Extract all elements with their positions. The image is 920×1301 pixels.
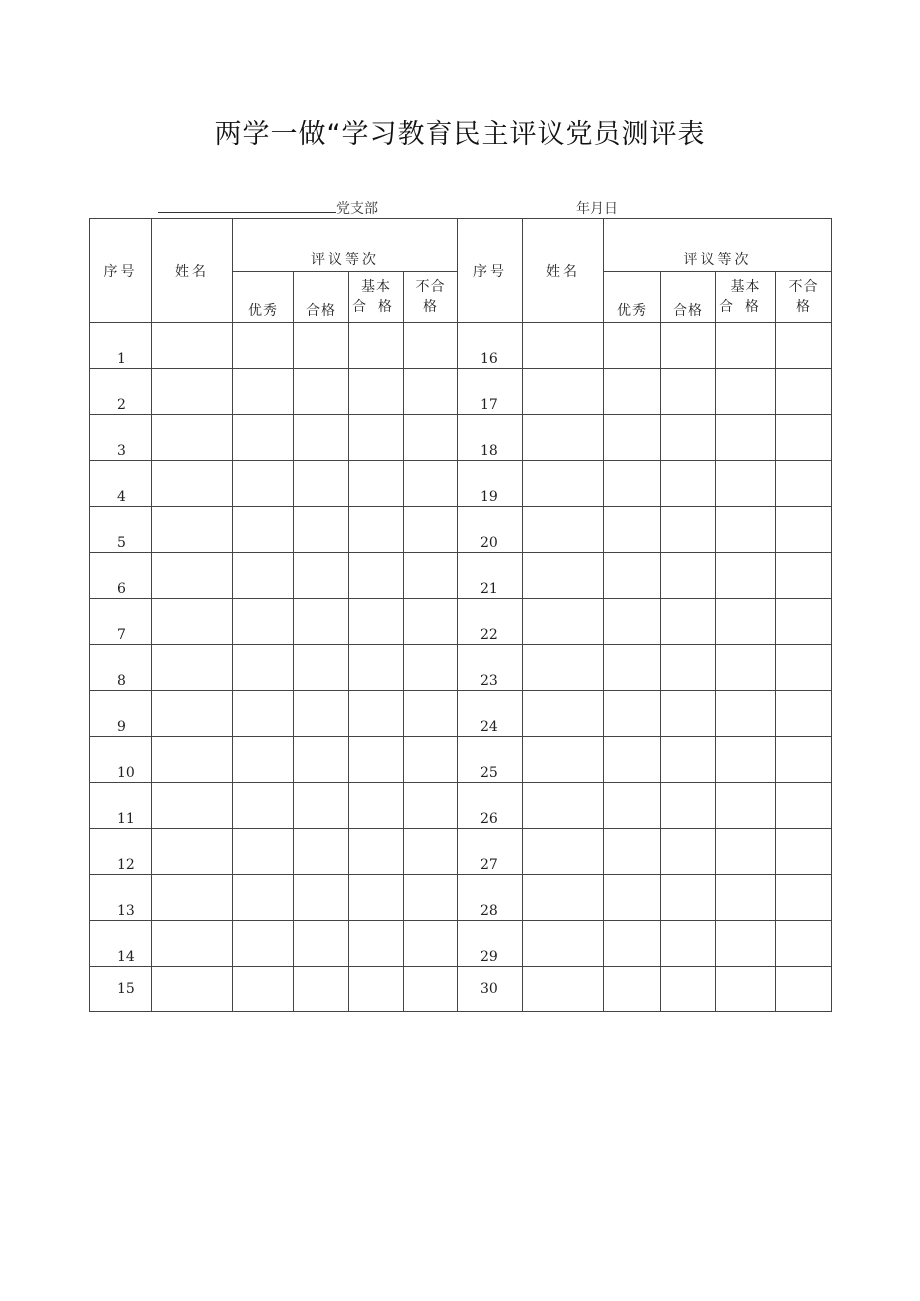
table-row bbox=[90, 967, 832, 1012]
name-cell[interactable] bbox=[152, 461, 233, 507]
basic-qualified-cell[interactable] bbox=[716, 645, 776, 691]
unqualified-cell[interactable] bbox=[404, 875, 458, 921]
excellent-cell[interactable] bbox=[604, 369, 661, 415]
excellent-cell[interactable] bbox=[233, 461, 294, 507]
seq-number-cell: 4 bbox=[90, 461, 152, 507]
seq-number-cell: 25 bbox=[458, 737, 523, 783]
header-unqualified-line1: 不合 bbox=[415, 279, 446, 295]
basic-qualified-cell[interactable] bbox=[349, 737, 404, 783]
name-cell[interactable] bbox=[152, 507, 233, 553]
unqualified-cell[interactable] bbox=[776, 645, 832, 691]
unqualified-cell[interactable] bbox=[776, 783, 832, 829]
excellent-cell[interactable] bbox=[233, 599, 294, 645]
qualified-cell[interactable] bbox=[294, 645, 349, 691]
qualified-cell[interactable] bbox=[294, 875, 349, 921]
name-cell[interactable] bbox=[152, 415, 233, 461]
excellent-cell[interactable] bbox=[604, 599, 661, 645]
seq-number-cell: 5 bbox=[90, 507, 152, 553]
unqualified-cell[interactable] bbox=[776, 553, 832, 599]
unqualified-cell[interactable] bbox=[404, 461, 458, 507]
qualified-cell[interactable] bbox=[294, 829, 349, 875]
unqualified-cell[interactable] bbox=[776, 691, 832, 737]
seq-number-cell: 23 bbox=[458, 645, 523, 691]
basic-qualified-cell[interactable] bbox=[349, 323, 404, 369]
unqualified-cell[interactable] bbox=[776, 415, 832, 461]
excellent-cell[interactable] bbox=[233, 323, 294, 369]
name-cell[interactable] bbox=[523, 829, 604, 875]
basic-qualified-cell[interactable] bbox=[349, 967, 404, 1012]
excellent-cell[interactable] bbox=[233, 507, 294, 553]
excellent-cell[interactable] bbox=[233, 967, 294, 1012]
basic-qualified-cell[interactable] bbox=[716, 829, 776, 875]
excellent-cell[interactable] bbox=[233, 737, 294, 783]
unqualified-cell[interactable] bbox=[404, 553, 458, 599]
excellent-cell[interactable] bbox=[604, 461, 661, 507]
basic-qualified-cell[interactable] bbox=[349, 783, 404, 829]
seq-number-cell: 21 bbox=[458, 553, 523, 599]
qualified-cell[interactable] bbox=[661, 461, 716, 507]
seq-number-cell: 10 bbox=[90, 737, 152, 783]
seq-number-cell: 22 bbox=[458, 599, 523, 645]
unqualified-cell[interactable] bbox=[404, 967, 458, 1012]
name-cell[interactable] bbox=[523, 507, 604, 553]
name-cell[interactable] bbox=[523, 921, 604, 967]
qualified-cell[interactable] bbox=[661, 691, 716, 737]
unqualified-cell[interactable] bbox=[404, 691, 458, 737]
unqualified-cell[interactable] bbox=[776, 461, 832, 507]
name-cell[interactable] bbox=[523, 875, 604, 921]
excellent-cell[interactable] bbox=[604, 921, 661, 967]
header-rating-right: 评议等次 bbox=[604, 219, 832, 272]
unqualified-cell[interactable] bbox=[404, 645, 458, 691]
basic-qualified-cell[interactable] bbox=[716, 461, 776, 507]
table-row bbox=[90, 369, 832, 415]
name-cell[interactable] bbox=[523, 323, 604, 369]
basic-qualified-cell[interactable] bbox=[716, 599, 776, 645]
qualified-cell[interactable] bbox=[661, 967, 716, 1012]
header-seq-left: 序号 bbox=[90, 219, 152, 323]
name-cell[interactable] bbox=[152, 737, 233, 783]
name-cell[interactable] bbox=[523, 783, 604, 829]
qualified-cell[interactable] bbox=[661, 875, 716, 921]
header-qualified-right: 合格 bbox=[661, 272, 716, 323]
basic-qualified-cell[interactable] bbox=[349, 553, 404, 599]
name-cell[interactable] bbox=[152, 921, 233, 967]
excellent-cell[interactable] bbox=[233, 691, 294, 737]
basic-qualified-cell[interactable] bbox=[349, 875, 404, 921]
excellent-cell[interactable] bbox=[604, 553, 661, 599]
name-cell[interactable] bbox=[523, 461, 604, 507]
unqualified-cell[interactable] bbox=[404, 921, 458, 967]
excellent-cell[interactable] bbox=[604, 783, 661, 829]
seq-number-cell: 18 bbox=[458, 415, 523, 461]
excellent-cell[interactable] bbox=[604, 645, 661, 691]
basic-qualified-cell[interactable] bbox=[716, 921, 776, 967]
name-cell[interactable] bbox=[523, 369, 604, 415]
unqualified-cell[interactable] bbox=[776, 507, 832, 553]
seq-number-cell: 12 bbox=[90, 829, 152, 875]
header-name-right: 姓名 bbox=[523, 219, 604, 323]
basic-qualified-cell[interactable] bbox=[716, 691, 776, 737]
basic-qualified-cell[interactable] bbox=[716, 967, 776, 1012]
basic-qualified-cell[interactable] bbox=[349, 461, 404, 507]
qualified-cell[interactable] bbox=[294, 415, 349, 461]
qualified-cell[interactable] bbox=[661, 599, 716, 645]
header-unqualified-line2: 格 bbox=[423, 299, 438, 315]
unqualified-cell[interactable] bbox=[776, 967, 832, 1012]
header-unqualified-left bbox=[404, 272, 458, 323]
name-cell[interactable] bbox=[523, 967, 604, 1012]
name-cell[interactable] bbox=[152, 967, 233, 1012]
name-cell[interactable] bbox=[523, 599, 604, 645]
unqualified-cell[interactable] bbox=[404, 783, 458, 829]
header-qualified-left: 合格 bbox=[294, 272, 349, 323]
qualified-cell[interactable] bbox=[661, 737, 716, 783]
qualified-cell[interactable] bbox=[661, 921, 716, 967]
header-excellent-left: 优秀 bbox=[233, 272, 294, 323]
page-title: 两学一做“学习教育民主评议党员测评表 bbox=[214, 119, 706, 150]
date-label: 年月日 bbox=[576, 201, 618, 217]
qualified-cell[interactable] bbox=[661, 323, 716, 369]
seq-number-cell: 17 bbox=[458, 369, 523, 415]
header-basic-line2a: 合 bbox=[352, 299, 367, 315]
table-row bbox=[90, 691, 832, 737]
header-unqualified-right bbox=[776, 272, 832, 323]
basic-qualified-cell[interactable] bbox=[716, 875, 776, 921]
seq-number-cell: 28 bbox=[458, 875, 523, 921]
excellent-cell[interactable] bbox=[604, 323, 661, 369]
header-basic-line1: 基本 bbox=[361, 279, 391, 295]
header-basic-line2b: 格 bbox=[377, 299, 393, 315]
basic-qualified-cell[interactable] bbox=[716, 783, 776, 829]
excellent-cell[interactable] bbox=[604, 875, 661, 921]
excellent-cell[interactable] bbox=[233, 415, 294, 461]
seq-number-cell: 13 bbox=[90, 875, 152, 921]
basic-qualified-cell[interactable] bbox=[716, 369, 776, 415]
seq-number-cell: 24 bbox=[458, 691, 523, 737]
unqualified-cell[interactable] bbox=[776, 737, 832, 783]
table-row bbox=[90, 921, 832, 967]
unqualified-cell[interactable] bbox=[404, 323, 458, 369]
seq-number-cell: 2 bbox=[90, 369, 152, 415]
excellent-cell[interactable] bbox=[233, 783, 294, 829]
unqualified-cell[interactable] bbox=[404, 737, 458, 783]
table-row bbox=[90, 415, 832, 461]
seq-number-cell: 7 bbox=[90, 599, 152, 645]
header-basic-right bbox=[716, 272, 776, 323]
basic-qualified-cell[interactable] bbox=[349, 599, 404, 645]
name-cell[interactable] bbox=[152, 691, 233, 737]
name-cell[interactable] bbox=[152, 783, 233, 829]
qualified-cell[interactable] bbox=[294, 599, 349, 645]
unqualified-cell[interactable] bbox=[776, 875, 832, 921]
unqualified-cell[interactable] bbox=[776, 921, 832, 967]
seq-number-cell: 19 bbox=[458, 461, 523, 507]
table-row bbox=[90, 323, 832, 369]
name-cell[interactable] bbox=[152, 875, 233, 921]
basic-qualified-cell[interactable] bbox=[716, 415, 776, 461]
qualified-cell[interactable] bbox=[661, 553, 716, 599]
basic-qualified-cell[interactable] bbox=[349, 507, 404, 553]
qualified-cell[interactable] bbox=[294, 323, 349, 369]
unqualified-cell[interactable] bbox=[404, 369, 458, 415]
excellent-cell[interactable] bbox=[604, 737, 661, 783]
header-name-left: 姓名 bbox=[152, 219, 233, 323]
seq-number-cell: 14 bbox=[90, 921, 152, 967]
seq-number-cell: 29 bbox=[458, 921, 523, 967]
header-unqualified-line2: 格 bbox=[796, 299, 811, 315]
qualified-cell[interactable] bbox=[294, 691, 349, 737]
name-cell[interactable] bbox=[523, 645, 604, 691]
header-unqualified-line1: 不合 bbox=[788, 279, 819, 295]
seq-number-cell: 20 bbox=[458, 507, 523, 553]
qualified-cell[interactable] bbox=[661, 829, 716, 875]
seq-number-cell: 27 bbox=[458, 829, 523, 875]
table-row bbox=[90, 829, 832, 875]
excellent-cell[interactable] bbox=[233, 921, 294, 967]
basic-qualified-cell[interactable] bbox=[349, 829, 404, 875]
excellent-cell[interactable] bbox=[233, 875, 294, 921]
qualified-cell[interactable] bbox=[661, 369, 716, 415]
seq-number-cell: 1 bbox=[90, 323, 152, 369]
seq-number-cell: 30 bbox=[458, 967, 523, 1012]
excellent-cell[interactable] bbox=[604, 507, 661, 553]
name-cell[interactable] bbox=[152, 599, 233, 645]
excellent-cell[interactable] bbox=[233, 553, 294, 599]
basic-qualified-cell[interactable] bbox=[716, 323, 776, 369]
seq-number-cell: 9 bbox=[90, 691, 152, 737]
excellent-cell[interactable] bbox=[604, 415, 661, 461]
basic-qualified-cell[interactable] bbox=[349, 691, 404, 737]
seq-number-cell: 8 bbox=[90, 645, 152, 691]
qualified-cell[interactable] bbox=[661, 415, 716, 461]
name-cell[interactable] bbox=[152, 645, 233, 691]
seq-number-cell: 16 bbox=[458, 323, 523, 369]
basic-qualified-cell[interactable] bbox=[349, 415, 404, 461]
table-row bbox=[90, 553, 832, 599]
excellent-cell[interactable] bbox=[604, 829, 661, 875]
name-cell[interactable] bbox=[523, 415, 604, 461]
seq-number-cell: 11 bbox=[90, 783, 152, 829]
qualified-cell[interactable] bbox=[294, 921, 349, 967]
basic-qualified-cell[interactable] bbox=[349, 921, 404, 967]
excellent-cell[interactable] bbox=[233, 645, 294, 691]
evaluation-table bbox=[89, 218, 832, 1012]
branch-field bbox=[158, 198, 378, 218]
name-cell[interactable] bbox=[523, 691, 604, 737]
unqualified-cell[interactable] bbox=[776, 369, 832, 415]
name-cell[interactable] bbox=[152, 369, 233, 415]
basic-qualified-cell[interactable] bbox=[716, 737, 776, 783]
table-row bbox=[90, 507, 832, 553]
header-basic-left bbox=[349, 272, 404, 323]
excellent-cell[interactable] bbox=[233, 369, 294, 415]
table-row bbox=[90, 645, 832, 691]
qualified-cell[interactable] bbox=[294, 553, 349, 599]
unqualified-cell[interactable] bbox=[404, 599, 458, 645]
header-basic-line2b: 格 bbox=[744, 299, 760, 315]
qualified-cell[interactable] bbox=[294, 737, 349, 783]
qualified-cell[interactable] bbox=[661, 507, 716, 553]
seq-number-cell: 15 bbox=[90, 967, 152, 1012]
name-cell[interactable] bbox=[523, 553, 604, 599]
name-cell[interactable] bbox=[152, 323, 233, 369]
basic-qualified-cell[interactable] bbox=[716, 507, 776, 553]
table-row bbox=[90, 737, 832, 783]
basic-qualified-cell[interactable] bbox=[716, 553, 776, 599]
unqualified-cell[interactable] bbox=[404, 415, 458, 461]
header-excellent-right: 优秀 bbox=[604, 272, 661, 323]
unqualified-cell[interactable] bbox=[404, 829, 458, 875]
name-cell[interactable] bbox=[152, 829, 233, 875]
qualified-cell[interactable] bbox=[294, 507, 349, 553]
table-row bbox=[90, 875, 832, 921]
branch-blank-line[interactable] bbox=[158, 200, 336, 213]
qualified-cell[interactable] bbox=[661, 645, 716, 691]
header-basic-line2a: 合 bbox=[719, 299, 734, 315]
header-seq-right: 序号 bbox=[458, 219, 523, 323]
header-rating-left: 评议等次 bbox=[233, 219, 458, 272]
qualified-cell[interactable] bbox=[661, 783, 716, 829]
qualified-cell[interactable] bbox=[294, 369, 349, 415]
header-basic-line1: 基本 bbox=[730, 279, 761, 295]
unqualified-cell[interactable] bbox=[776, 323, 832, 369]
qualified-cell[interactable] bbox=[294, 461, 349, 507]
qualified-cell[interactable] bbox=[294, 967, 349, 1012]
unqualified-cell[interactable] bbox=[776, 829, 832, 875]
table-row bbox=[90, 461, 832, 507]
name-cell[interactable] bbox=[523, 737, 604, 783]
qualified-cell[interactable] bbox=[294, 783, 349, 829]
seq-number-cell: 26 bbox=[458, 783, 523, 829]
unqualified-cell[interactable] bbox=[404, 507, 458, 553]
seq-number-cell: 3 bbox=[90, 415, 152, 461]
table-row bbox=[90, 599, 832, 645]
excellent-cell[interactable] bbox=[604, 691, 661, 737]
excellent-cell[interactable] bbox=[604, 967, 661, 1012]
branch-label: 党支部 bbox=[336, 201, 378, 217]
unqualified-cell[interactable] bbox=[776, 599, 832, 645]
name-cell[interactable] bbox=[152, 553, 233, 599]
excellent-cell[interactable] bbox=[233, 829, 294, 875]
seq-number-cell: 6 bbox=[90, 553, 152, 599]
table-row bbox=[90, 783, 832, 829]
basic-qualified-cell[interactable] bbox=[349, 645, 404, 691]
basic-qualified-cell[interactable] bbox=[349, 369, 404, 415]
